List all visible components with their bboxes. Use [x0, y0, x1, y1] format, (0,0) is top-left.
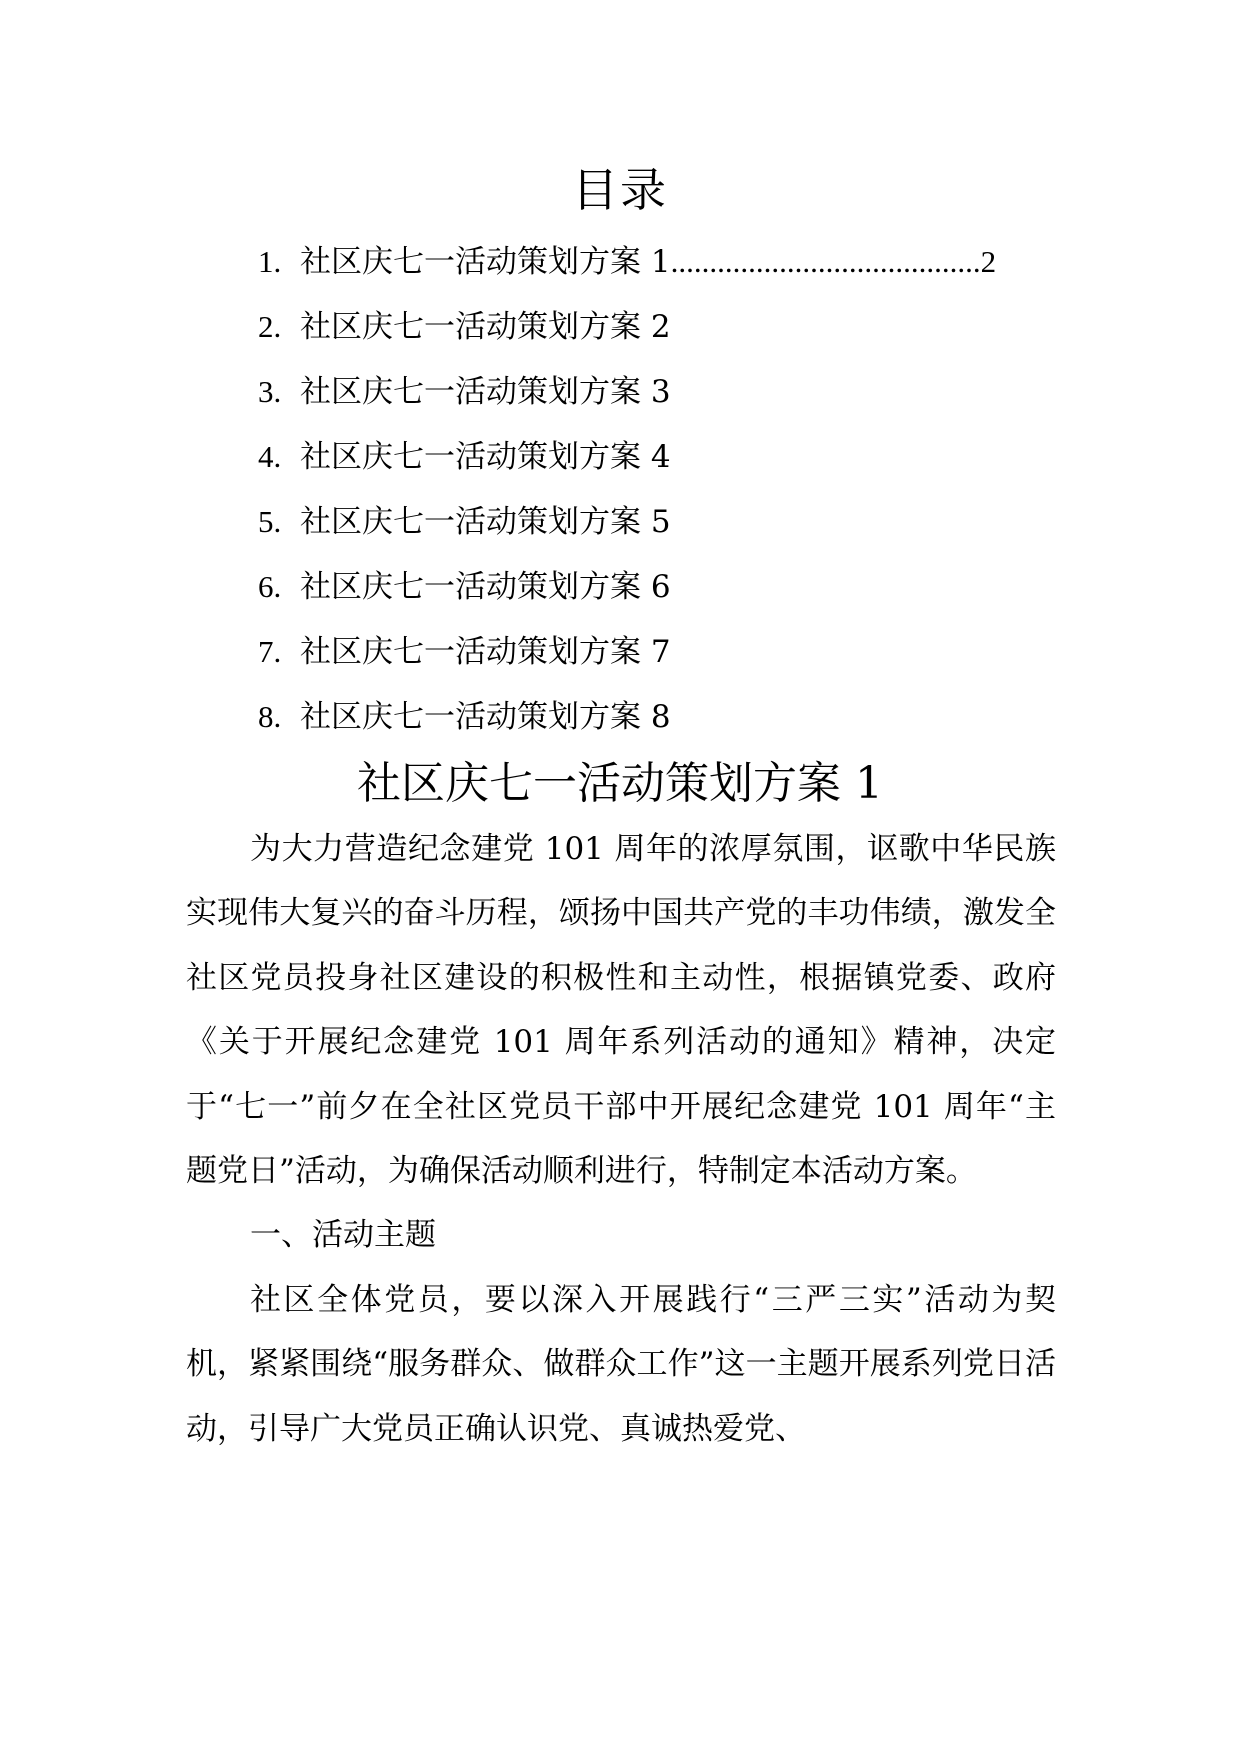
toc-item-text: 社区庆七一活动策划方案 3	[300, 374, 671, 410]
section-heading: 一、活动主题	[250, 1217, 436, 1254]
intro-paragraph: 为大力营造纪念建党 101 周年的浓厚氛围，讴歌中华民族实现伟大复兴的奋斗历程，颂扬中国共产党的丰功伟绩，激发全社区党员投身社区建设的积极性和主动性，根据镇党委、政府《关于开展纪念建党 101 周年系列活动的通知》精神，决定于“七一”前夕在全社区党员干部中开展纪念建党 101 周年“主题党日”活动，为确保活动顺利进行，特制定本活动方案。	[186, 831, 1056, 1190]
toc-leader-dots: ........................................	[670, 244, 981, 279]
toc-item-number: 1.	[258, 244, 282, 279]
toc-item-text: 社区庆七一活动策划方案 7	[300, 634, 671, 670]
toc-item[interactable]	[258, 626, 1058, 691]
toc-item-text: 社区庆七一活动策划方案 6	[300, 569, 671, 605]
toc-item-number: 7.	[258, 634, 282, 669]
document-title: 社区庆七一活动策划方案 1	[357, 758, 883, 809]
table-of-contents	[258, 236, 1058, 756]
toc-item[interactable]	[258, 431, 1058, 496]
toc-item-number: 5.	[258, 504, 282, 539]
toc-item-number: 6.	[258, 569, 282, 604]
toc-item-text: 社区庆七一活动策划方案 2	[300, 309, 671, 345]
toc-item-number: 3.	[258, 374, 282, 409]
document-body	[186, 817, 1056, 1461]
toc-item[interactable]	[258, 366, 1058, 431]
toc-item[interactable]	[258, 561, 1058, 626]
toc-item-number: 2.	[258, 309, 282, 344]
toc-item[interactable]	[258, 301, 1058, 366]
toc-page-number: 2	[980, 244, 997, 279]
toc-item-number: 8.	[258, 699, 282, 734]
toc-item-number: 4.	[258, 439, 282, 474]
toc-item-text: 社区庆七一活动策划方案 4	[300, 439, 671, 475]
toc-item-text: 社区庆七一活动策划方案 8	[300, 699, 671, 735]
toc-title: 目录	[572, 163, 668, 217]
toc-item[interactable]	[258, 691, 1058, 756]
section-paragraph: 社区全体党员，要以深入开展践行“三严三实”活动为契机，紧紧围绕“服务群众、做群众工作”这一主题开展系列党日活动，引导广大党员正确认识党、真诚热爱党、	[186, 1281, 1056, 1447]
toc-item-text: 社区庆七一活动策划方案 1	[300, 244, 671, 280]
toc-item[interactable]	[258, 496, 1058, 561]
toc-item[interactable]	[258, 236, 1058, 301]
toc-item-text: 社区庆七一活动策划方案 5	[300, 504, 671, 540]
